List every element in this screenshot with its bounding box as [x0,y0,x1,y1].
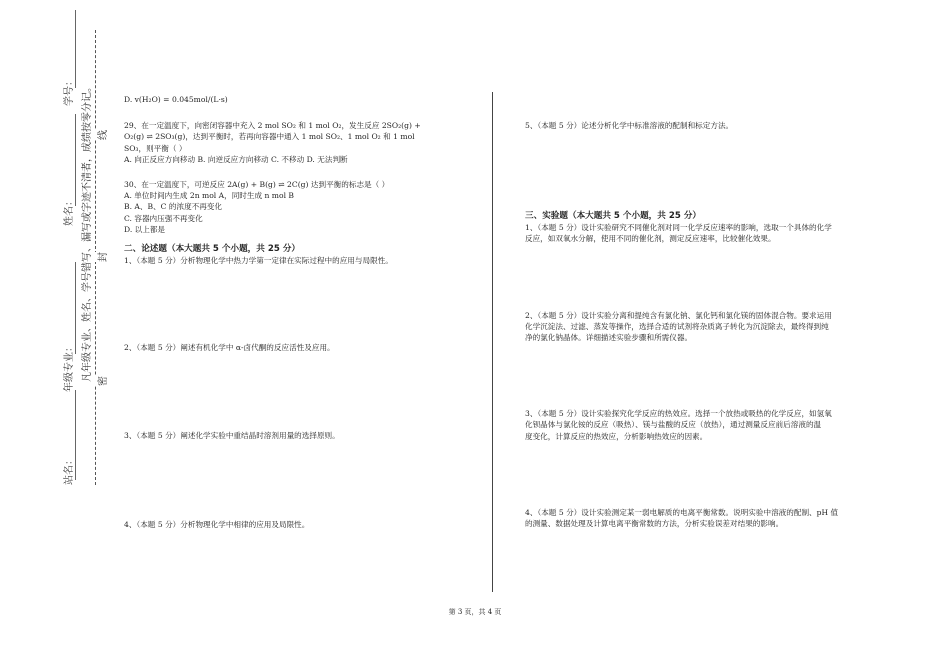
section-3-title: 三、实验题（本大题共 5 个小题，共 25 分） [525,211,702,222]
exp2-line3: 净的氯化钠晶体。详细描述实验步骤和所需仪器。 [525,333,693,343]
essay-question-2: 2、（本题 5 分）阐述有机化学中 α-卤代酮的反应活性及应用。 [124,343,335,353]
exp3-line3: 度变化，计算反应的热效应，分析影响热效应的因素。 [525,431,708,441]
q29-stem-line2: O₂(g) ⇌ 2SO₃(g)，达到平衡时，若再向容器中通入 1 mol SO₂、1 mol O₂ 和 1 mol [124,132,415,142]
essay-question-5: 5、（本题 5 分）论述分析化学中标准溶液的配制和标定方法。 [525,121,734,130]
question-29 [124,120,464,165]
major-underline [75,262,76,354]
student-id-label: 学号： [64,76,75,106]
exp3-line1: 3、（本题 5 分）设计实验探究化学反应的热效应。选择一个放热或吸热的化学反应，如氢氧 [525,409,832,419]
q30-stem: 30、在一定温度下，可逆反应 2A(g) + B(g) ⇌ 2C(g) 达到平衡的标志是（ ） [124,180,390,190]
experiment-question-4 [525,507,870,529]
right-column [525,120,870,529]
q30-option-c: C. 容器内压强不再变化 [124,213,203,223]
school-label: 站名： [64,455,75,485]
essay-question-1: 1、（本题 5 分）分析物理化学中热力学第一定律在实际过程中的应用与局限性。 [124,256,393,266]
experiment-question-1 [525,222,870,244]
q29-options: A. 向正反应方向移动 B. 向逆反应方向移动 C. 不移动 D. 无法判断 [124,154,348,164]
student-id-underline [75,10,76,88]
seal-dense-mark: 密 [93,376,110,386]
q28-option-d: D. v(H₂O) = 0.045mol/(L·s) [124,95,228,104]
exp2-line1: 2、（本题 5 分）设计实验分离和提纯含有氯化钠、氯化钙和氯化镁的固体混合物。要求运用 [525,310,832,320]
name-underline [75,114,76,206]
essay-question-3: 3、（本题 5 分）阐述化学实验中重结晶时溶剂用量的选择原则。 [124,431,340,441]
exp2-line2: 化学沉淀法、过滤、蒸发等操作，选择合适的试剂将杂质离子转化为沉淀除去，最终得到纯 [525,321,829,331]
binding-notice: 凡年级专业、姓名、学号错写、漏写或字迹不清者，成绩按零分记。 [82,82,93,382]
q30-option-a: A. 单位时间内生成 2n mol A，同时生成 n mol B [124,191,294,201]
experiment-question-2 [525,310,870,344]
major-label: 年级专业： [64,342,75,392]
q29-stem-line1: 29、在一定温度下，向密闭容器中充入 2 mol SO₂ 和 1 mol O₂，发生反应 2SO₂(g) + [124,121,421,131]
exp3-line2: 化钡晶体与氯化铵的反应（吸热）、镁与盐酸的反应（放热），通过测量反应前后溶液的温 [525,420,822,430]
seal-feng-mark: 封 [93,252,110,262]
column-divider [492,92,493,592]
q30-option-d: D. 以上都是 [124,224,166,234]
question-30 [124,179,464,235]
experiment-question-3 [525,408,870,442]
left-column [124,94,464,530]
school-underline [75,390,76,480]
q29-stem-line3: SO₃，则平衡（ ） [124,143,187,153]
exp1-line1: 1、（本题 5 分）设计实验研究不同催化剂对同一化学反应速率的影响，选取一个具体的化学 [525,223,832,233]
q30-option-b: B. A、B、C 的浓度不再变化 [124,202,223,212]
exp4-line1: 4、（本题 5 分）设计实验测定某一弱电解质的电离平衡常数。说明实验中溶液的配制、pH 值 [525,507,839,517]
essay-question-4: 4、（本题 5 分）分析物理化学中相律的应用及局限性。 [124,519,310,529]
exp1-line2: 反应，如双氧水分解，使用不同的催化剂，测定反应速率，比较催化效果。 [525,234,776,244]
exp4-line2: 的测量、数据处理及计算电离平衡常数的方法，分析实验误差对结果的影响。 [525,519,784,529]
section-2-title: 二、论述题（本大题共 5 个小题，共 25 分） [124,244,301,255]
name-label: 姓名： [64,196,75,226]
seal-line-mark: 线 [93,130,110,140]
page-number: 第 3 页，共 4 页 [448,608,502,616]
